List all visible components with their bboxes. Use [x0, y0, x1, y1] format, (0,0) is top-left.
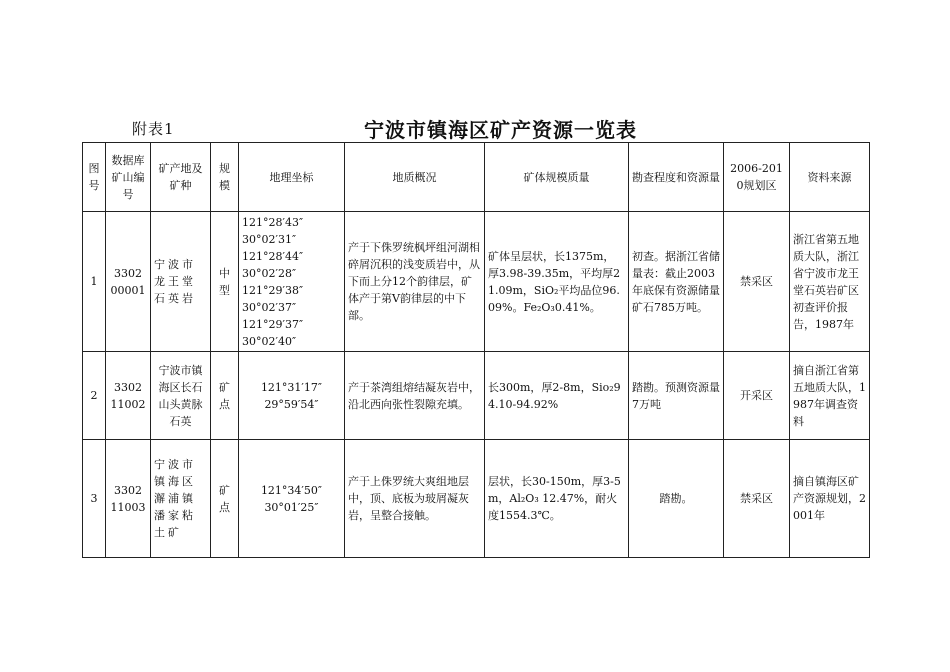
mineral-resources-table [82, 142, 870, 558]
coordinate-line: 30°01′25″ [264, 500, 319, 514]
cell-orebody: 层状，长30-150m，厚3-5m，Al₂O₃ 12.47%，耐火度1554.3℃。 [485, 440, 629, 558]
column-header-source: 资料来源 [790, 143, 870, 212]
column-header-map-no: 图号 [83, 143, 106, 212]
cell-orebody: 矿体呈层状，长1375m，厚3.98-39.35m，平均厚21.09m，SiO₂平均品位96.09%。Fe₂O₃0.41%。 [485, 212, 629, 352]
cell-plan-zone: 禁采区 [724, 440, 790, 558]
cell-orebody: 长300m，厚2-8m，Sio₂94.10-94.92% [485, 352, 629, 440]
cell-scale: 中型 [211, 212, 239, 352]
cell-exploration: 初查。据浙江省储量表：截止2003年底保有资源储量矿石785万吨。 [629, 212, 724, 352]
cell-geology: 产于茶湾组熔结凝灰岩中，沿北西向张性裂隙充填。 [345, 352, 485, 440]
cell-site: 宁波市镇海区澥浦镇潘家粘土矿 [151, 440, 211, 558]
table-header-row [83, 143, 870, 212]
coordinate-line: 121°28′43″ [242, 215, 304, 229]
cell-exploration: 踏勘。预测资源量7万吨 [629, 352, 724, 440]
cell-site: 宁波市镇海区长石山头黄脉石英 [151, 352, 211, 440]
cell-coordinates [239, 440, 345, 558]
cell-scale: 矿点 [211, 440, 239, 558]
coordinate-line: 121°31′17″ [260, 380, 323, 394]
cell-coordinates [239, 352, 345, 440]
cell-site: 宁波市龙王堂石英岩 [151, 212, 211, 352]
coordinate-line: 30°02′37″ [242, 300, 297, 314]
appendix-label: 附表1 [132, 120, 175, 138]
coordinate-line: 30°02′28″ [242, 266, 297, 280]
cell-exploration: 踏勘。 [629, 440, 724, 558]
cell-db-id: 3302 11002 [106, 352, 151, 440]
page-title: 宁波市镇海区矿产资源一览表 [364, 118, 637, 142]
column-header-exploration: 勘查程度和资源量 [629, 143, 724, 212]
cell-plan-zone: 禁采区 [724, 212, 790, 352]
cell-source: 浙江省第五地质大队，浙江省宁波市龙王堂石英岩矿区初查评价报告，1987年 [790, 212, 870, 352]
coordinate-line: 30°02′40″ [242, 334, 297, 348]
cell-source: 摘自镇海区矿产资源规划，2001年 [790, 440, 870, 558]
column-header-plan-zone: 2006-2010规划区 [724, 143, 790, 212]
coordinate-line: 121°34′50″ [260, 483, 323, 497]
cell-map-no: 3 [83, 440, 106, 558]
coordinate-line: 29°59′54″ [264, 397, 319, 411]
column-header-geology: 地质概况 [345, 143, 485, 212]
cell-map-no: 2 [83, 352, 106, 440]
cell-coordinates [239, 212, 345, 352]
coordinate-line: 30°02′31″ [242, 232, 297, 246]
coordinate-line: 121°29′38″ [242, 283, 304, 297]
cell-source: 摘自浙江省第五地质大队，1987年调查资料 [790, 352, 870, 440]
cell-db-id: 3302 11003 [106, 440, 151, 558]
table-row [83, 352, 870, 440]
column-header-coordinates: 地理坐标 [239, 143, 345, 212]
coordinate-line: 121°28′44″ [242, 249, 304, 263]
column-header-orebody: 矿体规模质量 [485, 143, 629, 212]
table-row [83, 440, 870, 558]
coordinate-line: 121°29′37″ [242, 317, 304, 331]
table-row [83, 212, 870, 352]
column-header-site: 矿产地及矿种 [151, 143, 211, 212]
cell-geology: 产于下侏罗统枫坪组河湖相碎屑沉积的浅变质岩中，从下而上分12个韵律层，矿体产于第Ⅴ韵律层的中下部。 [345, 212, 485, 352]
cell-scale: 矿点 [211, 352, 239, 440]
cell-geology: 产于上侏罗统大爽组地层中，顶、底板为玻屑凝灰岩，呈整合接触。 [345, 440, 485, 558]
column-header-db-id: 数据库矿山编号 [106, 143, 151, 212]
cell-plan-zone: 开采区 [724, 352, 790, 440]
cell-db-id: 3302 00001 [106, 212, 151, 352]
column-header-scale: 规模 [211, 143, 239, 212]
cell-map-no: 1 [83, 212, 106, 352]
